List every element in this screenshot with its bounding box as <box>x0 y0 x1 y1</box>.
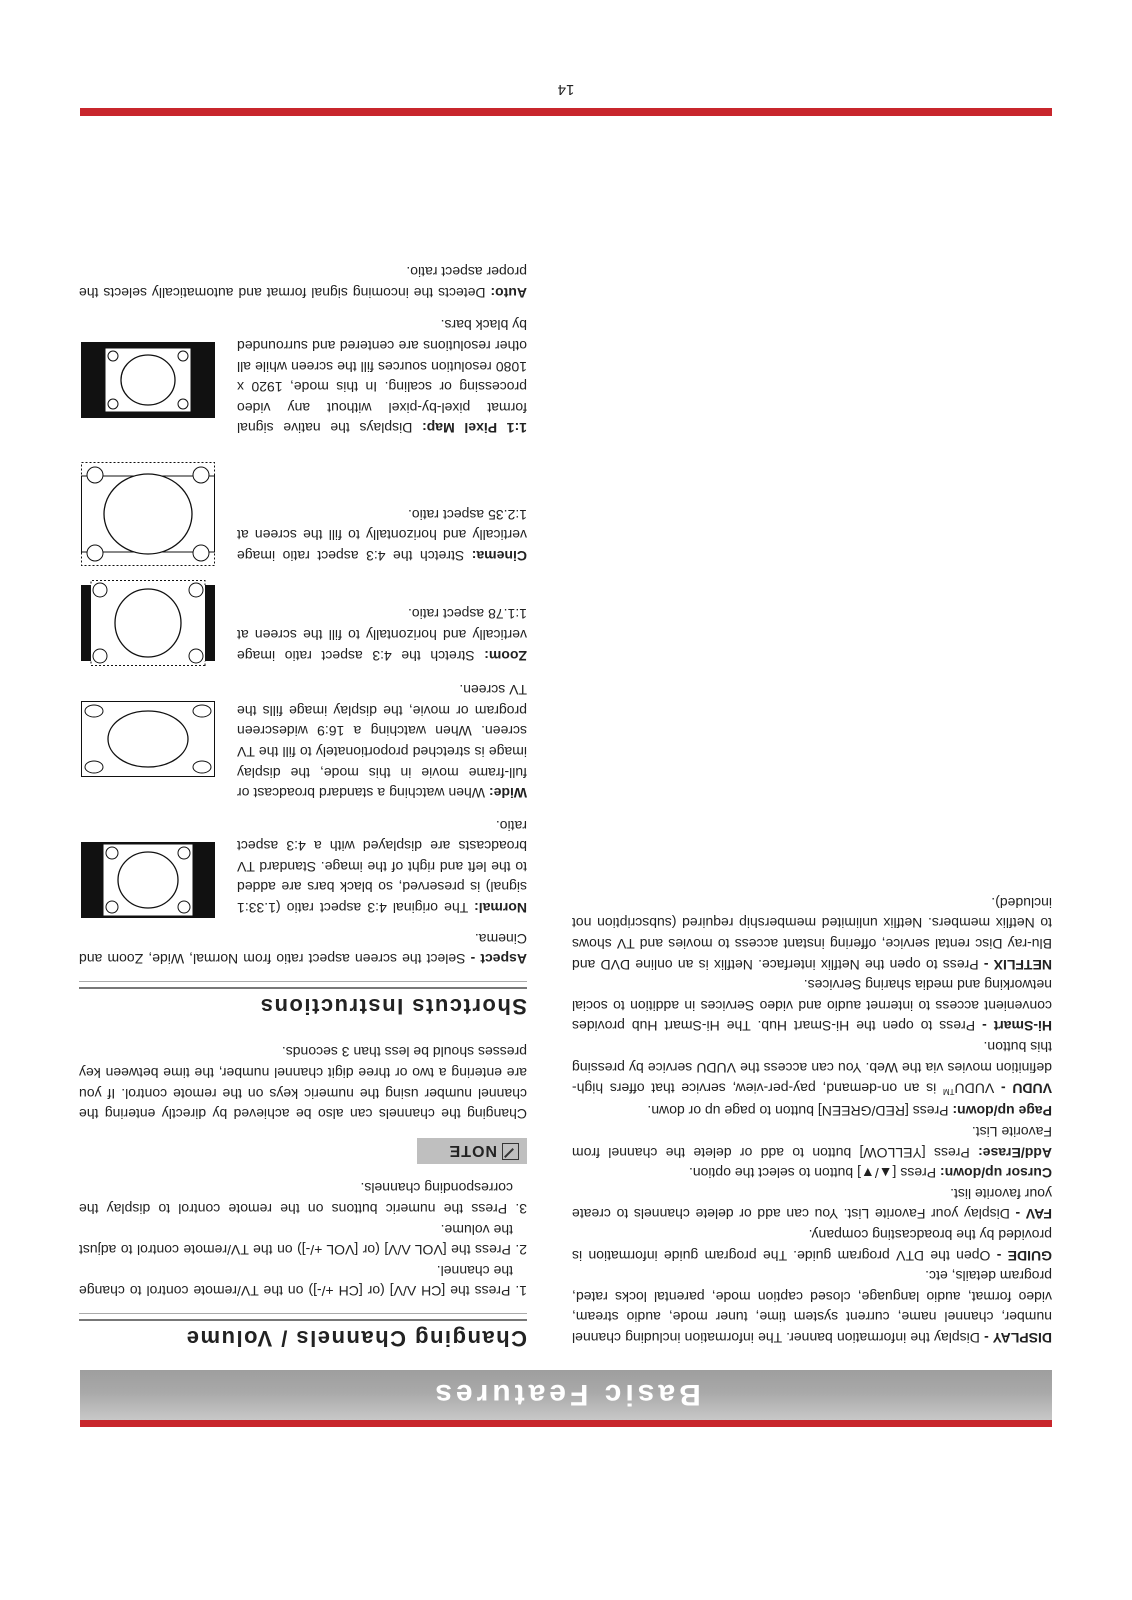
mode-zoom: Zoom: Stretch the 4:3 aspect ratio image vertically and horizontally to fill the screen at 1:1.78 aspect ratio. <box>79 574 527 666</box>
shortcuts-title: Shortcuts Instructions <box>259 993 527 1019</box>
pencil-icon <box>502 1143 519 1160</box>
aspect-item: Aspect - Select the screen aspect ratio from Normal, Wide, Zoom and Cinema. <box>79 930 527 968</box>
display-item: DISPLAY - Display the information banner. The information including channel number, channel name, current system time, tuner mode, audio stream, video format, audio language, closed caption mode, parental locks rated, program details, etc. <box>572 1268 1052 1346</box>
zoom-aspect-icon <box>81 580 215 666</box>
note-text: Changing the channels can also be achieved by directly entering the channel number using the numeric keys on the remote control. If you are entering a two or three digit channel number, the time between key presses should be less than 3 seconds. <box>79 1044 527 1123</box>
right-column <box>79 262 527 1351</box>
fav-item: FAV - Display your Favorite List. You can add or delete channels to create your favorite list. <box>572 1185 1052 1223</box>
title-rule <box>79 1313 527 1321</box>
step-3: 3. Press the numeric buttons on the remote control to display the corresponding channels. <box>79 1180 527 1218</box>
guide-item: GUIDE - Open the DTV program guide. The program guide information is provided by the broadcasting company. <box>572 1227 1052 1264</box>
vudu-item: VUDU - VUDU™ is an on-demand, pay-per-view, service that offers high-definition movies via the Web. You can access the VUDU service by pressing this button. <box>572 1039 1052 1097</box>
mode-normal: Normal: The original 4:3 aspect ratio (1.33:1 signal) is preserved, so black bars are added to the left and right of the image. Standard TV broadcasts are displayed with a 4:3 aspect ratio. <box>79 815 527 918</box>
note-box <box>417 1138 527 1164</box>
note-label: NOTE <box>448 1141 497 1159</box>
add-erase-item: Add/Erase: Press [YELLOW] button to add or delete the channel from Favorite List. <box>572 1124 1052 1161</box>
page-item: Page up/down: Press [RED/GREEN] button to page up or down. <box>647 1103 1052 1120</box>
footer-rule <box>80 108 1052 116</box>
normal-aspect-icon <box>81 842 215 918</box>
page-number: 14 <box>557 81 575 98</box>
hismart-item: Hi-Smart - Press to open the Hi-Smart Hub. The Hi-Smart Hub provides convenient access to internet audio and video Services in addition to social networking and media sharing Services. <box>571 977 1052 1035</box>
auto-item: Auto: Detects the incoming signal format and automatically selects the proper aspect ratio. <box>79 264 527 301</box>
wide-aspect-icon <box>81 701 215 777</box>
pixel-map-aspect-icon <box>81 342 215 418</box>
title-rule <box>79 981 527 989</box>
mode-wide: Wide: When watching a standard broadcast or full-frame movie in this mode, the display image is stretched proportionately to fill the TV screen. When watching a 16:9 widescreen program or movie, the display image fills the TV screen. <box>79 680 527 804</box>
cursor-item: Cursor up/down: Press [▲/▼] button to select the option. <box>688 1165 1052 1182</box>
mode-pixel-map: 1:1 Pixel Map: Displays the native signal format pixel-by-pixel without any video processing or scaling. In this mode, 1920 x 1080 resolution sources fill the screen while all other resolutions are centered and surrounded by black bars. <box>79 315 527 439</box>
step-1: 1. Press the [CH Λ/V] (or [CH +/-]) on the TV/remote control to change the channel. <box>79 1262 527 1300</box>
banner-title: Basic Features <box>431 1378 701 1411</box>
changing-title: Changing Channels / Volume <box>185 1326 527 1351</box>
cinema-aspect-icon <box>81 462 215 566</box>
step-2: 2. Press the [VOL Λ/V] (or [VOL +/-]) on the TV/remote control to adjust the volume. <box>79 1221 527 1259</box>
section-banner <box>80 1370 1052 1427</box>
left-column <box>572 892 1052 1348</box>
mode-cinema: Cinema: Stretch the 4:3 aspect ratio image vertically and horizontally to fill the screen at 1:2.35 aspect ratio. <box>79 456 527 566</box>
netflix-item: NETFLIX - Press to open the Netflix interface. Netflix is an online DVD and Blu-ray Disc rental service, offering instant access to movies and TV shows to Netflix members. Netflix unlimited membership required (subscription not included). <box>572 894 1052 973</box>
